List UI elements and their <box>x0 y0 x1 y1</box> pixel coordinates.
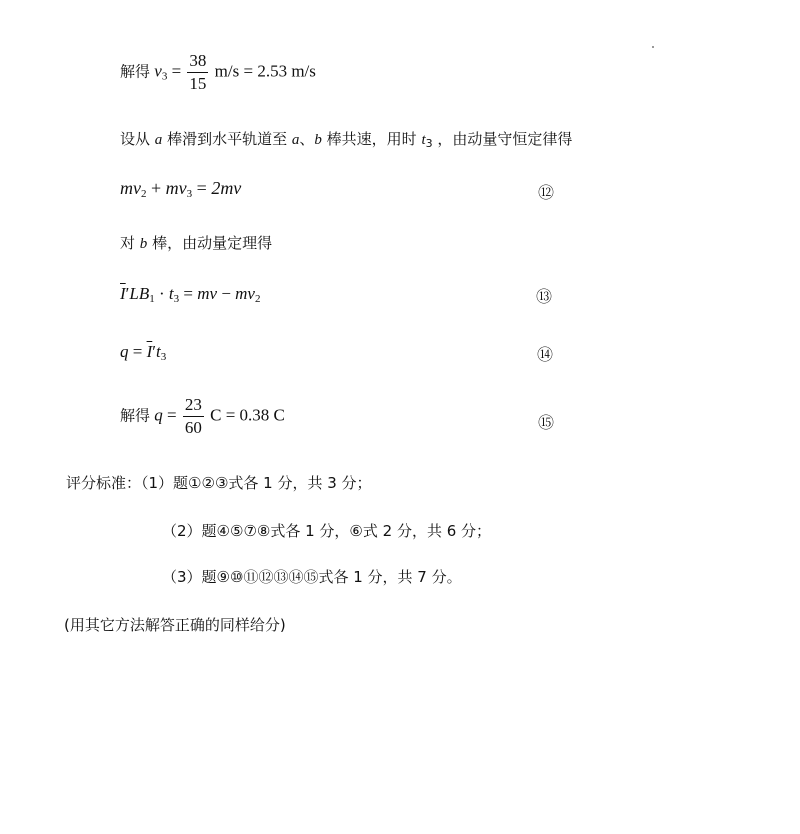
scoring-standard-2: （2）题④⑤⑦⑧式各 1 分，⑥式 2 分，共 6 分； <box>162 522 492 540</box>
text: 对 <box>120 234 136 252</box>
sub: 3 <box>173 293 180 305</box>
fraction-38-15 <box>187 52 208 93</box>
equals: = <box>196 178 207 198</box>
text: 棒共速，用时 <box>326 130 417 148</box>
solution-q-line <box>120 396 285 437</box>
equation-number-14: ⑭ <box>537 345 554 364</box>
equals-2: = <box>225 405 236 425</box>
numerator: 38 <box>187 52 208 73</box>
sub: 3 <box>160 351 167 363</box>
var-v: v <box>154 61 162 81</box>
unit: m/s <box>214 61 240 81</box>
scoring-standard-1: 评分标准：（1）题①②③式各 1 分，共 3 分； <box>66 474 372 492</box>
prime: ′ <box>152 342 156 361</box>
denominator: 15 <box>189 73 207 93</box>
term-mv: mv <box>235 284 255 303</box>
var-q: q <box>154 405 163 425</box>
separator: 、 <box>299 130 315 148</box>
scoring-standard-3: （3）题⑨⑩⑪⑫⑬⑭⑮式各 1 分，共 7 分。 <box>162 568 462 586</box>
var-LB: LB <box>129 284 150 303</box>
label-jiede: 解得 <box>120 62 151 81</box>
var-a: a <box>154 132 163 148</box>
var-t: t <box>155 342 161 361</box>
sub: 2 <box>254 293 261 305</box>
var-t: t <box>421 132 426 148</box>
text: 设从 <box>120 130 151 148</box>
sub-3: 3 <box>161 70 168 83</box>
sub: 3 <box>186 188 193 200</box>
equation-number-15: ⑮ <box>538 413 555 432</box>
sub: 2 <box>141 188 147 200</box>
equation-13 <box>120 284 260 305</box>
minus: − <box>221 284 231 303</box>
var-I: $\overline{I}$ <box>146 342 153 361</box>
prime: ′ <box>125 284 130 303</box>
label-jiede: 解得 <box>120 406 151 425</box>
term-2mv: 2mv <box>211 178 242 198</box>
dot: · <box>158 284 165 303</box>
equals: = <box>167 405 177 425</box>
var-a: a <box>291 132 300 148</box>
equals: = <box>171 61 182 81</box>
momentum-conservation-intro <box>120 128 572 150</box>
var-b: b <box>314 132 322 148</box>
equation-number-12: ⑫ <box>538 183 555 202</box>
numerator: 23 <box>183 396 204 417</box>
term-mv: mv <box>197 284 218 303</box>
unit: C <box>210 405 222 425</box>
var-t: t <box>168 284 174 303</box>
equation-number-13: ⑬ <box>536 287 553 306</box>
equation-12 <box>120 178 241 200</box>
speck <box>652 46 654 48</box>
equals: = <box>132 342 143 361</box>
sub: 1 <box>149 293 155 305</box>
var-b: b <box>139 236 148 252</box>
text: 棒，由动量定理得 <box>152 234 273 252</box>
solution-v3-line <box>120 52 316 93</box>
term-mv: mv <box>165 178 187 198</box>
equals-2: = <box>243 61 254 81</box>
denominator: 60 <box>184 417 202 437</box>
result-value: 0.38 C <box>239 405 285 425</box>
equation-14 <box>120 342 166 363</box>
sub-3: 3 <box>425 137 433 150</box>
text: ，由动量守恒定律得 <box>437 130 573 148</box>
result-value: 2.53 m/s <box>257 61 316 81</box>
var-I: $\overline{I}$ <box>120 284 126 303</box>
text: 棒滑到水平轨道至 <box>167 130 288 148</box>
equals: = <box>183 284 193 303</box>
plus: + <box>151 178 162 198</box>
fraction-23-60 <box>183 396 204 437</box>
var-q: q <box>120 342 129 361</box>
scoring-note: (用其它方法解答正确的同样给分) <box>64 616 286 634</box>
momentum-theorem-intro <box>120 232 272 253</box>
term-mv: mv <box>120 178 141 198</box>
